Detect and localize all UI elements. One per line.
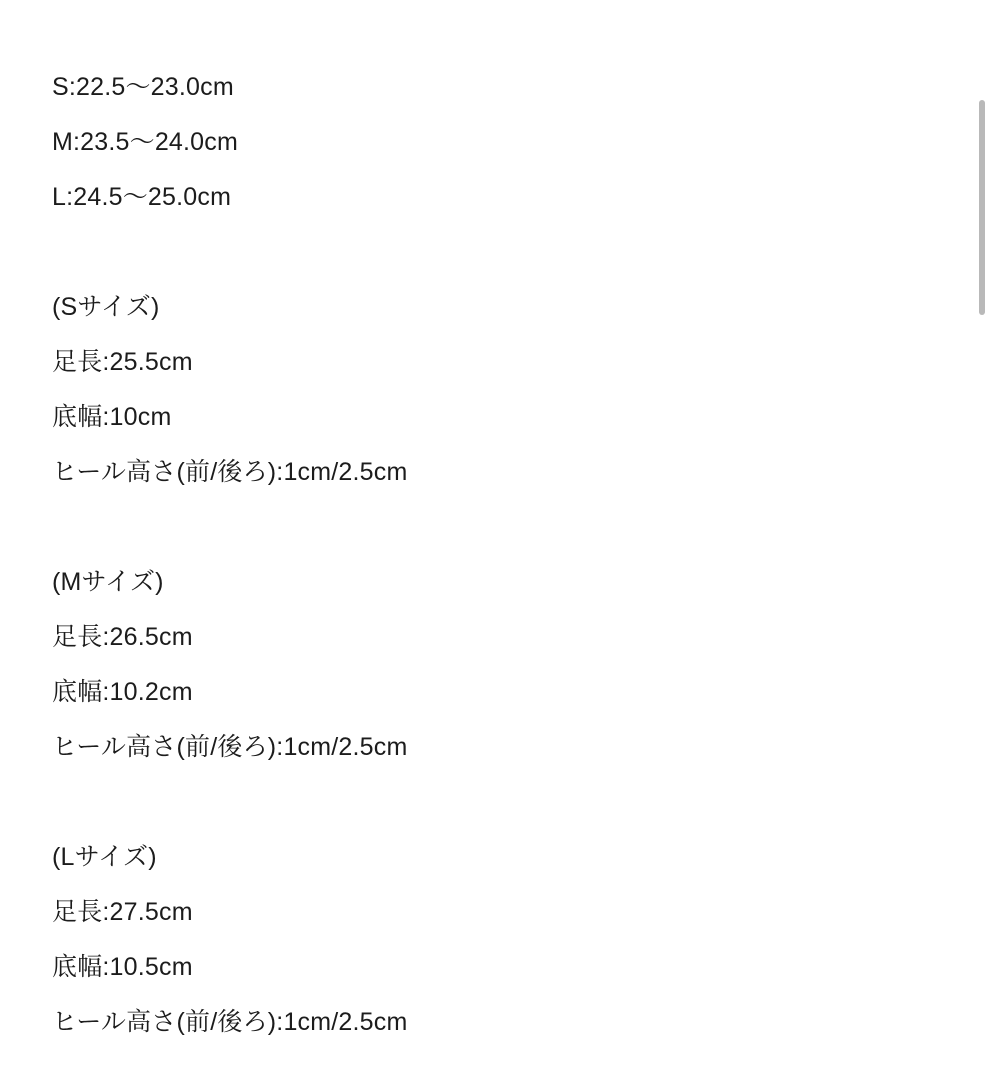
size-range-block: [52, 60, 989, 225]
scrollbar-thumb[interactable]: [979, 100, 985, 315]
section-heading-l: (Lサイズ): [52, 843, 157, 871]
section-heading-s: (Sサイズ): [52, 293, 160, 321]
size-detail-section-l: [52, 830, 989, 1050]
sole-width-m: 底幅:10.2cm: [52, 678, 193, 706]
size-detail-section-m: [52, 555, 989, 775]
section-heading-m: (Mサイズ): [52, 568, 164, 596]
heel-height-m: ヒール高さ(前/後ろ):1cm/2.5cm: [52, 733, 408, 761]
heel-height-l: ヒール高さ(前/後ろ):1cm/2.5cm: [52, 1008, 408, 1036]
foot-length-s: 足長:25.5cm: [52, 348, 193, 376]
foot-length-l: 足長:27.5cm: [52, 898, 193, 926]
size-detail-section-s: [52, 280, 989, 500]
size-range-line-m: M:23.5〜24.0cm: [52, 128, 239, 156]
vertical-scrollbar[interactable]: [975, 0, 989, 1080]
size-range-line-s: S:22.5〜23.0cm: [52, 73, 234, 101]
foot-length-m: 足長:26.5cm: [52, 623, 193, 651]
sole-width-l: 底幅:10.5cm: [52, 953, 193, 981]
section-spacer: [52, 225, 989, 280]
heel-height-s: ヒール高さ(前/後ろ):1cm/2.5cm: [52, 458, 408, 486]
section-spacer: [52, 775, 989, 830]
sole-width-s: 底幅:10cm: [52, 403, 172, 431]
size-range-line-l: L:24.5〜25.0cm: [52, 183, 232, 211]
section-spacer: [52, 500, 989, 555]
